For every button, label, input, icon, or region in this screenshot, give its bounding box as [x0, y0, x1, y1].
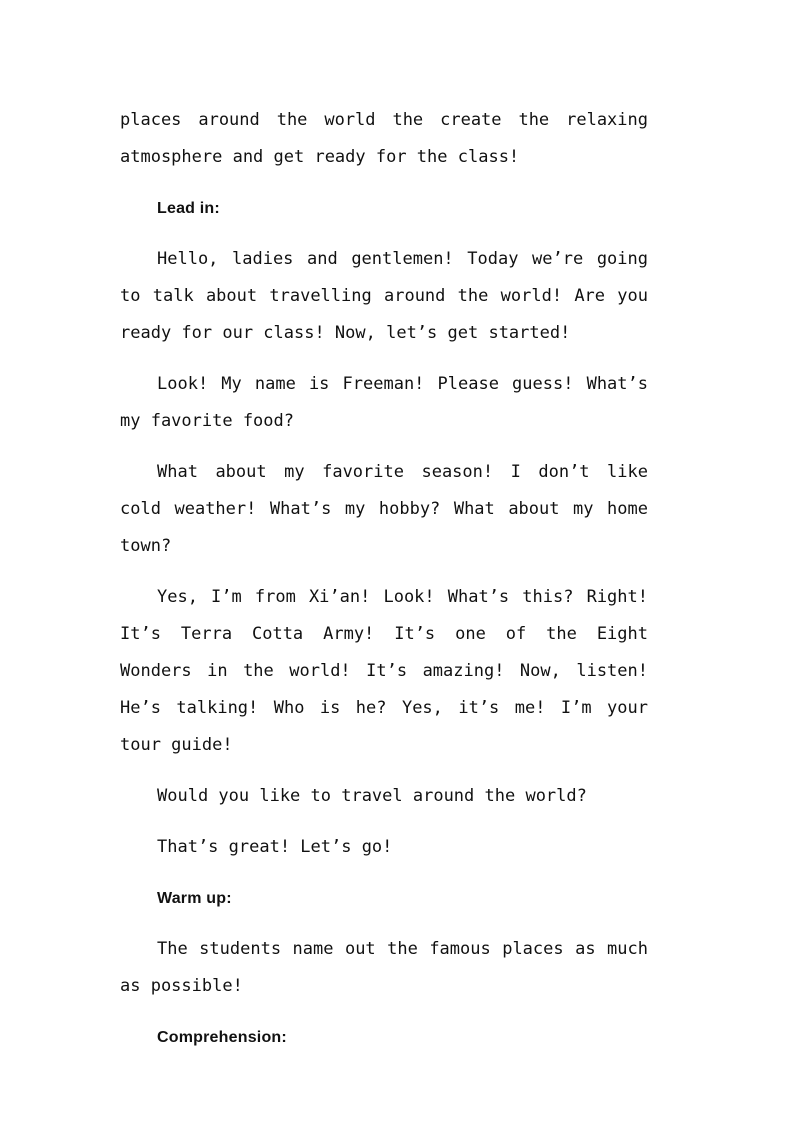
- paragraph-name-guess: Look! My name is Freeman! Please guess! What’s my favorite food?: [120, 374, 648, 431]
- paragraph-lets-go: That’s great! Let’s go!: [157, 837, 393, 857]
- section-heading-lead-in: Lead in:: [157, 200, 220, 217]
- paragraph-travel-question: Would you like to travel around the world?: [157, 786, 587, 806]
- paragraph-intro-continued: places around the world the create the relaxing atmosphere and get ready for the class!: [120, 110, 648, 167]
- paragraph-warm-up-activity: The students name out the famous places as much as possible!: [120, 939, 648, 996]
- section-heading-comprehension: Comprehension:: [157, 1029, 287, 1046]
- section-heading-warm-up: Warm up:: [157, 890, 232, 907]
- paragraph-xian-tour-guide: Yes, I’m from Xi’an! Look! What’s this? Right! It’s Terra Cotta Army! It’s one of the Eight Wonders in the world! It’s amazing! Now, listen! He’s talking! Who is he? Yes, it’s me! I’m your tour guide!: [120, 587, 648, 755]
- paragraph-season-hobby: What about my favorite season! I don’t like cold weather! What’s my hobby? What about my home town?: [120, 462, 648, 556]
- document-body: [120, 102, 648, 1070]
- paragraph-greeting: Hello, ladies and gentlemen! Today we’re going to talk about travelling around the world! Are you ready for our class! Now, let’s get started!: [120, 249, 648, 343]
